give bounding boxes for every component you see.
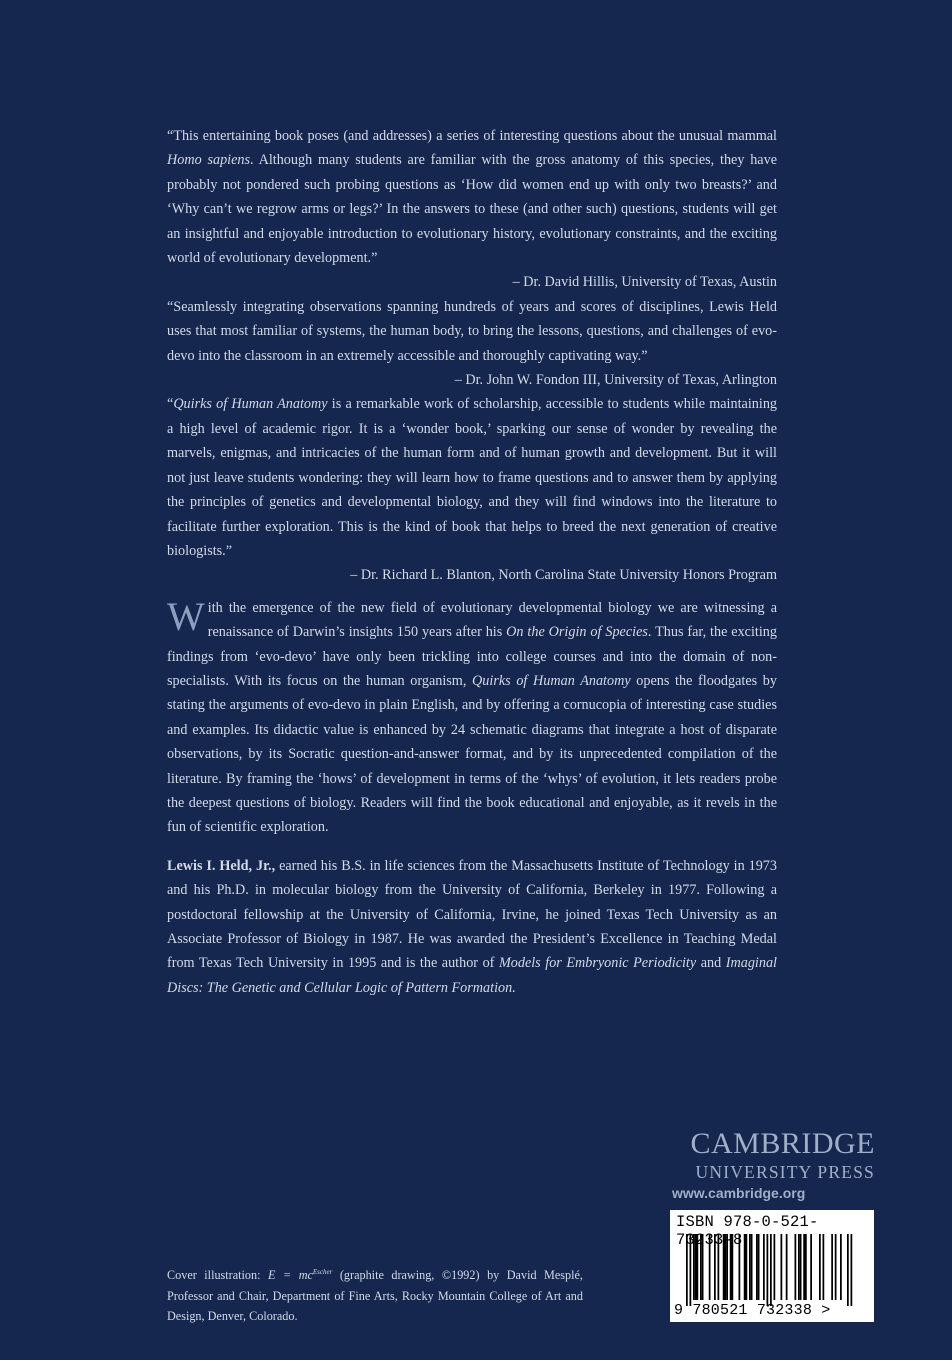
author-bio (167, 854, 777, 1000)
quote-text: . Although many students are familiar with the gross anatomy of this species, they have probably not pondered such probing questions as ‘How did women end up with only two breasts?’ and ‘Why can’t we regrow arms or legs?’ In the answers to these (and other such) questions, students will get an insightful and enjoyable introduction to evolutionary history, evolutionary constraints, and the exciting world of evolutionary development.” (167, 152, 777, 267)
publisher-subname: UNIVERSITY PRESS (695, 1162, 875, 1182)
artwork-title (268, 1268, 332, 1282)
book-description (167, 593, 777, 840)
author-name: Lewis I. Held, Jr., (167, 857, 276, 874)
description-text: ith the emergence of the new field of evolutionary developmental biology we are witnessing a renaissance of Darwin’s insights 150 years after his (207, 599, 777, 641)
isbn-label: ISBN 978-0-521-73233-8 (676, 1213, 819, 1249)
quote-italic: Homo sapiens (167, 152, 251, 169)
quote-italic: Quirks of Human Anatomy (173, 396, 328, 413)
description-text: . Thus far, the exciting findings from ‘evo-devo’ have only been trickling into college courses and into the domain of non-specialists. With its focus on the human organism, (167, 624, 777, 689)
quote-attribution: – Dr. David Hillis, University of Texas, Austin (512, 274, 777, 291)
quote-attribution: – Dr. John W. Fondon III, University of Texas, Arlington (454, 372, 777, 389)
artwork-title-sup: Escher (312, 1268, 333, 1276)
publisher-name: CAMBRIDGE (690, 1127, 875, 1160)
credit-text: Cover illustration: (167, 1268, 268, 1283)
barcode-digits: 9 780521 732338 > (674, 1302, 831, 1319)
isbn-barcode (670, 1210, 874, 1322)
quote-text: “This entertaining book poses (and addresses) a series of interesting questions about the unusual mammal (167, 128, 777, 144)
description-italic: Quirks of Human Anatomy (472, 672, 631, 689)
review-quote-3 (167, 392, 777, 587)
publisher-url: www.cambridge.org (672, 1185, 806, 1201)
credit-text: (graphite drawing, ©1992) by David Mesplé, Professor and Chair, Department of Fine Arts, Rocky Mountain College of Art and Design, Denver, Colorado. (167, 1268, 583, 1324)
description-text: opens the floodgates by stating the arguments of evo-devo in plain English, and by offering a cornucopia of interesting case studies and examples. Its didactic value is enhanced by 24 schematic diagrams that integrate a host of disparate observations, by its Socratic question-and-answer format, and by its unprecedented compilation of the literature. By framing the ‘hows’ of development in terms of the ‘whys’ of evolution, it lets readers probe the deepest questions of biology. Readers will find the book educational and enjoyable, as it revels in the fun of scientific exploration. (167, 672, 777, 836)
review-quote-2 (167, 295, 777, 393)
bio-text: and (696, 955, 726, 972)
description-italic: On the Origin of Species (506, 624, 648, 641)
bio-italic: Imaginal Discs: The Genetic and Cellular Logic of Pattern Formation. (167, 955, 777, 996)
quote-text: “Seamlessly integrating observations spanning hundreds of years and scores of disciplines, Lewis Held uses that most familiar of systems, the human body, to bring the lessons, questions, and challenges of evo-devo into the classroom in an extremely accessible and thoroughly captivating way.” (167, 298, 777, 364)
drop-cap: W (167, 593, 205, 639)
bio-italic: Models for Embryonic Periodicity (498, 955, 697, 972)
review-quote-1 (167, 124, 777, 295)
text-column (167, 124, 777, 1000)
quote-attribution: – Dr. Richard L. Blanton, North Carolina State University Honors Program (350, 567, 777, 584)
quote-open: “ (167, 396, 174, 413)
artwork-title-main: E = mc (268, 1268, 313, 1283)
bio-text: earned his B.S. in life sciences from the Massachusetts Institute of Technology in 1973 and his Ph.D. in molecular biology from the University of California, Berkeley in 1977. Following a postdoctoral fellowship at the University of California, Irvine, he joined Texas Tech University as an Associate Professor of Biology in 1987. He was awarded the President’s Excellence in Teaching Medal from Texas Tech University in 1995 and is the author of (167, 857, 777, 972)
cover-credit (167, 1262, 583, 1327)
quote-text: is a remarkable work of scholarship, accessible to students while maintaining a high level of academic rigor. It is a ‘wonder book,’ sparking our sense of wonder by revealing the marvels, enigmas, and intricacies of the human form and of human growth and development. But it will not just leave students wondering: they will learn how to frame questions and to answer them by applying the principles of genetics and developmental biology, and they will find windows into the literature to facilitate further exploration. This is the kind of book that helps to breed the next generation of creative biologists.” (167, 396, 778, 559)
publisher-logo (660, 1127, 875, 1203)
